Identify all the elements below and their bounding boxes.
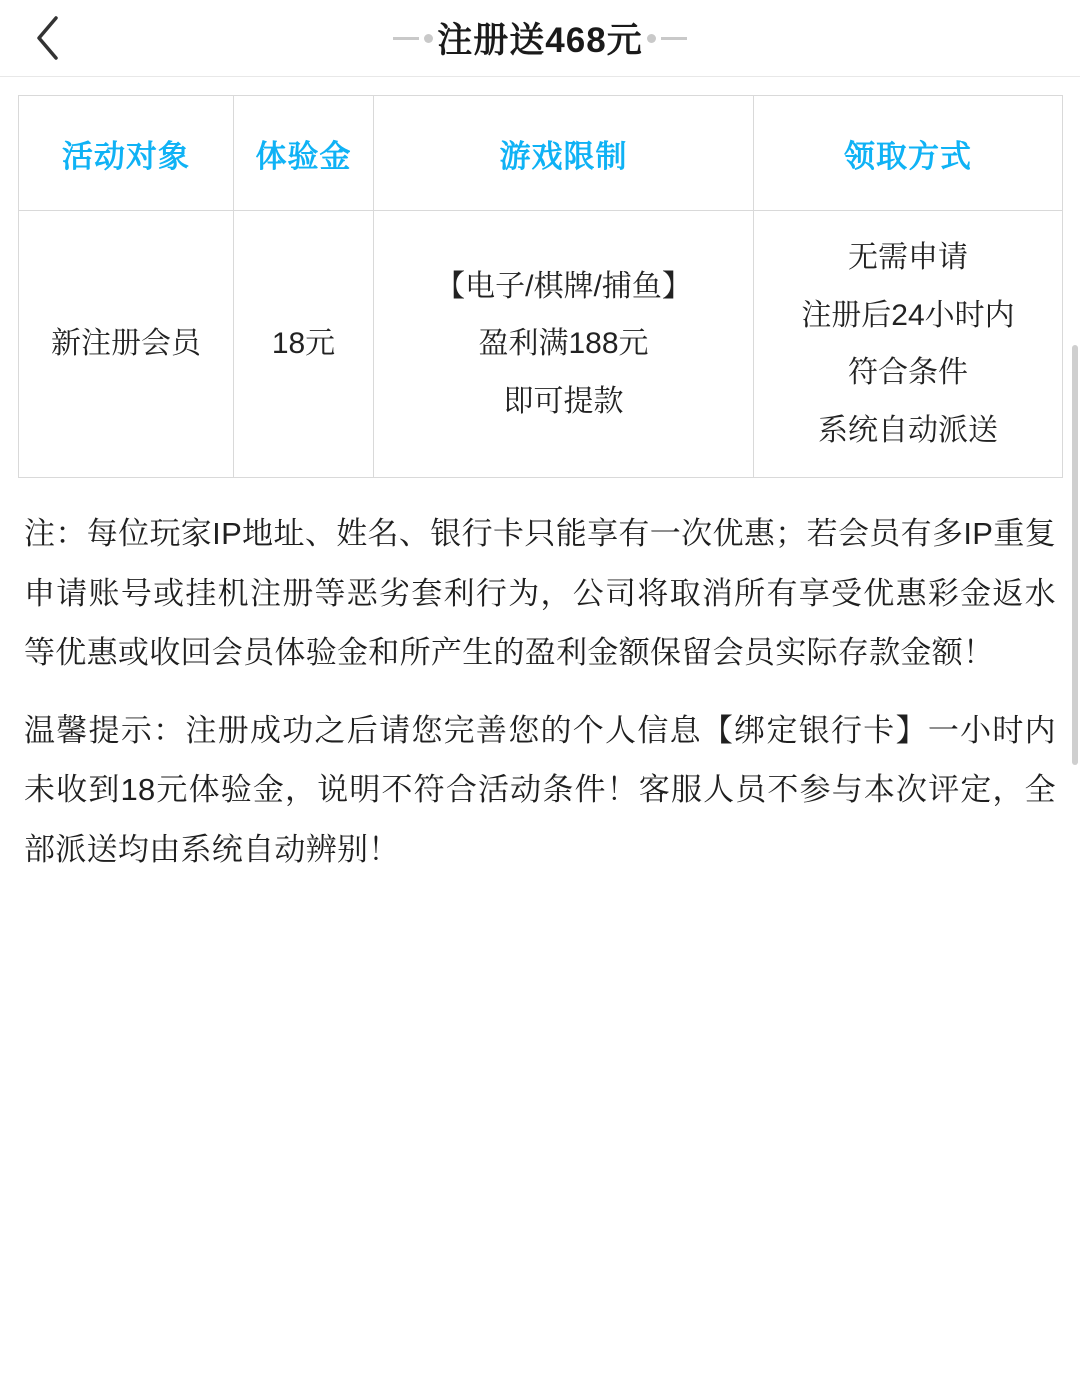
page-title-text: 注册送468元 — [437, 21, 643, 60]
back-button[interactable] — [24, 14, 72, 62]
game-limit-line-3: 即可提款 — [503, 384, 624, 418]
notes-section — [18, 504, 1062, 879]
page-content — [0, 77, 1080, 879]
cell-target: 新注册会员 — [19, 211, 234, 478]
title-ornament-right — [661, 37, 687, 40]
page-title — [393, 13, 686, 63]
table-header-game-limit: 游戏限制 — [374, 96, 754, 211]
cell-claim-method — [754, 211, 1063, 478]
note-paragraph-rules: 注：每位玩家IP地址、姓名、银行卡只能享有一次优惠；若会员有多IP重复申请账号或挂机注册等恶劣套利行为，公司将取消所有享受优惠彩金返水等优惠或收回会员体验金和所产生的盈利金额保留会员实际存款金额！ — [24, 516, 1056, 671]
claim-method-line-1: 无需申请 — [848, 241, 968, 274]
table-header-row — [19, 96, 1063, 211]
cell-game-limit — [374, 211, 754, 478]
claim-method-line-3: 符合条件 — [848, 356, 968, 389]
table-header-target: 活动对象 — [19, 96, 234, 211]
claim-method-line-2: 注册后24小时内 — [801, 298, 1015, 332]
chevron-left-icon — [33, 14, 63, 62]
game-limit-line-1: 【电子/棋牌/捕鱼】 — [435, 269, 692, 303]
table-row — [19, 211, 1063, 478]
claim-method-line-4: 系统自动派送 — [818, 413, 998, 447]
vertical-scrollbar[interactable] — [1072, 345, 1078, 765]
cell-bonus: 18元 — [234, 211, 374, 478]
promotion-table — [18, 95, 1063, 478]
title-ornament-left — [393, 37, 419, 40]
table-header-claim-method: 领取方式 — [754, 96, 1063, 211]
game-limit-line-2: 盈利满188元 — [478, 327, 649, 361]
page-header — [0, 0, 1080, 77]
table-header-bonus: 体验金 — [234, 96, 374, 211]
note-paragraph-tips: 温馨提示：注册成功之后请您完善您的个人信息【绑定银行卡】一小时内未收到18元体验金，说明不符合活动条件！客服人员不参与本次评定，全部派送均由系统自动辨别！ — [24, 712, 1056, 867]
